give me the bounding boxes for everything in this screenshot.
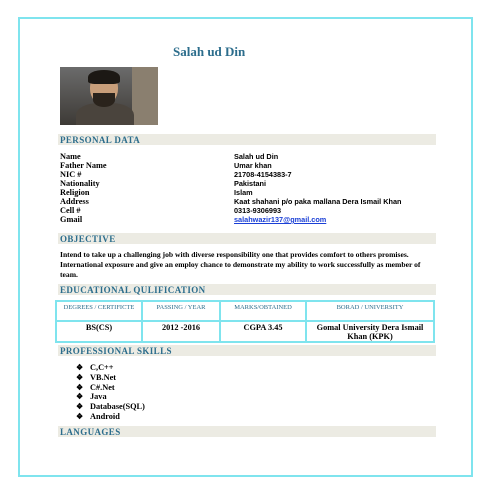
header-marks: MARKS/OBTAINED [220,301,306,321]
cell-passing-year: 2012 -2016 [142,321,220,342]
resume-name-title: Salah ud Din [173,44,246,59]
section-title-skills: PROFESSIONAL SKILLS [60,346,172,356]
skills-list [76,363,145,422]
list-item [76,363,145,373]
header-passing-year: PASSING / YEAR [142,301,220,321]
label-address: Address [60,197,89,206]
label-religion: Religion [60,188,90,197]
value-religion: Islam [234,188,253,197]
cell-university: Gomal University Dera Ismail Khan (KPK) [306,321,434,342]
cell-marks: CGPA 3.45 [220,321,306,342]
list-item [76,383,145,393]
cell-degree: BS(CS) [56,321,142,342]
section-title-personal: PERSONAL DATA [60,135,141,145]
value-name: Salah ud Din [234,152,279,161]
label-nic: NIC # [60,170,82,179]
education-table-header [56,301,434,321]
skill-label: C,C++ [90,363,114,372]
list-item [76,392,145,402]
header-university: BORAD / UNIVERSITY [306,301,434,321]
list-item [76,373,145,383]
skill-label: Java [90,392,107,402]
education-table [55,300,435,343]
diamond-bullet-icon: ❖ [76,402,84,412]
label-father-name: Father Name [60,161,107,170]
label-cell: Cell # [60,206,81,215]
email-link[interactable]: salahwazir137@gmail.com [234,215,327,224]
diamond-bullet-icon: ❖ [76,392,84,402]
skill-label: Android [90,411,120,421]
table-row [56,321,434,342]
profile-photo [60,67,158,125]
list-item [76,402,145,412]
objective-text: Intend to take up a challenging job with diverse responsibility one that provides comfort to others promises. International exposure and give an employ chance to demonstrate my ability to work successfully as member of team. [60,250,421,279]
diamond-bullet-icon: ❖ [76,372,84,382]
diamond-bullet-icon: ❖ [76,382,84,392]
skill-label: Database(SQL) [90,402,145,412]
value-address: Kaat shahani p/o paka mallana Dera Ismail Khan [234,197,402,206]
value-nic: 21708-4154383-7 [234,170,292,179]
label-nationality: Nationality [60,179,100,188]
skill-label: VB.Net [90,372,117,382]
section-title-education: EDUCATIONAL QULIFICATION [60,285,206,295]
section-title-objective: OBJECTIVE [60,234,116,244]
value-father-name: Umar khan [234,161,272,170]
list-item [76,412,145,422]
diamond-bullet-icon: ❖ [76,363,84,372]
value-cell: 0313-9306993 [234,206,282,215]
diamond-bullet-icon: ❖ [76,411,84,421]
label-name: Name [60,152,81,161]
section-title-languages: LANGUAGES [60,427,121,437]
skill-label: C#.Net [90,382,115,392]
header-degree: DEGREES / CERTIFICTE [56,301,142,321]
value-nationality: Pakistani [234,179,267,188]
label-gmail: Gmail [60,215,83,224]
